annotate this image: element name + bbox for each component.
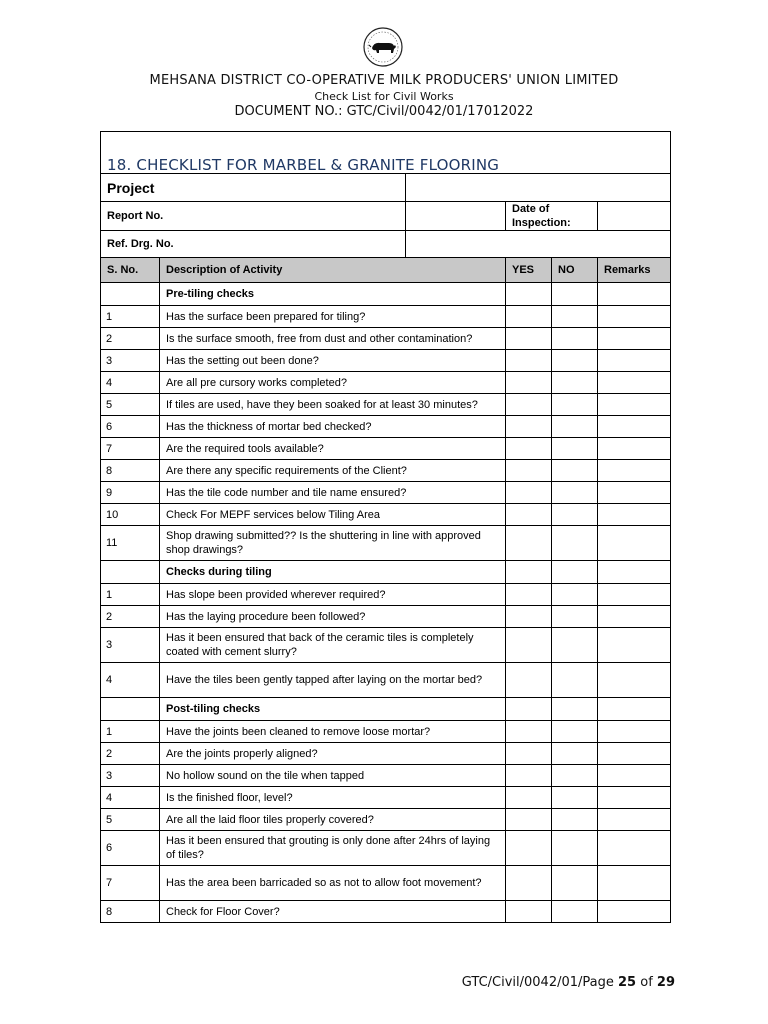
row-remarks-cell[interactable] <box>598 372 671 394</box>
row-number: 4 <box>101 787 160 809</box>
section-no-cell <box>552 283 598 306</box>
row-number: 8 <box>101 460 160 482</box>
row-yes-cell[interactable] <box>506 866 552 901</box>
row-description: Has the surface been prepared for tiling? <box>160 306 506 328</box>
section-sno-cell <box>101 698 160 721</box>
section-sno-cell <box>101 561 160 584</box>
checklist-row <box>101 372 671 394</box>
row-number: 7 <box>101 438 160 460</box>
row-number: 9 <box>101 482 160 504</box>
row-remarks-cell[interactable] <box>598 584 671 606</box>
row-remarks-cell[interactable] <box>598 526 671 561</box>
col-no: NO <box>552 258 598 283</box>
section-header-row <box>101 698 671 721</box>
section-header-row <box>101 561 671 584</box>
row-yes-cell[interactable] <box>506 901 552 923</box>
date-of-inspection-field[interactable] <box>598 202 671 231</box>
row-yes-cell[interactable] <box>506 350 552 372</box>
row-no-cell[interactable] <box>552 787 598 809</box>
row-remarks-cell[interactable] <box>598 416 671 438</box>
row-number: 3 <box>101 765 160 787</box>
row-no-cell[interactable] <box>552 460 598 482</box>
row-no-cell[interactable] <box>552 372 598 394</box>
section-yes-cell <box>506 698 552 721</box>
row-description: Are all pre cursory works completed? <box>160 372 506 394</box>
row-description: If tiles are used, have they been soaked for at least 30 minutes? <box>160 394 506 416</box>
checklist-row <box>101 482 671 504</box>
row-number: 4 <box>101 372 160 394</box>
row-number: 8 <box>101 901 160 923</box>
checklist-row <box>101 438 671 460</box>
checklist-row <box>101 787 671 809</box>
row-remarks-cell[interactable] <box>598 628 671 663</box>
ref-drg-field[interactable] <box>406 231 671 258</box>
footer-total: 29 <box>656 975 675 990</box>
row-no-cell[interactable] <box>552 743 598 765</box>
date-of-inspection-label: Date of Inspection: <box>506 202 598 231</box>
row-yes-cell[interactable] <box>506 721 552 743</box>
row-yes-cell[interactable] <box>506 743 552 765</box>
row-number: 2 <box>101 328 160 350</box>
checklist-row <box>101 328 671 350</box>
checklist-row <box>101 460 671 482</box>
row-remarks-cell[interactable] <box>598 438 671 460</box>
row-number: 10 <box>101 504 160 526</box>
row-number: 7 <box>101 866 160 901</box>
section-sno-cell <box>101 283 160 306</box>
row-remarks-cell[interactable] <box>598 721 671 743</box>
row-description: Has it been ensured that back of the ceramic tiles is completely coated with cement slurry? <box>160 628 506 663</box>
row-no-cell[interactable] <box>552 765 598 787</box>
doc-subtitle: Check List for Civil Works <box>314 90 454 103</box>
checklist-row <box>101 584 671 606</box>
row-yes-cell[interactable] <box>506 416 552 438</box>
row-no-cell[interactable] <box>552 482 598 504</box>
checklist-row <box>101 606 671 628</box>
document-number: DOCUMENT NO.: GTC/Civil/0042/01/17012022 <box>234 104 534 119</box>
col-sno: S. No. <box>101 258 160 283</box>
org-name: MEHSANA DISTRICT CO-OPERATIVE MILK PRODUCERS' UNION LIMITED <box>149 73 619 88</box>
row-number: 1 <box>101 584 160 606</box>
section-no-cell <box>552 561 598 584</box>
checklist-row <box>101 721 671 743</box>
row-yes-cell[interactable] <box>506 663 552 698</box>
row-yes-cell[interactable] <box>506 328 552 350</box>
ref-drg-label: Ref. Drg. No. <box>101 231 406 258</box>
project-label: Project <box>101 174 406 202</box>
row-number: 5 <box>101 809 160 831</box>
row-no-cell[interactable] <box>552 901 598 923</box>
row-description: Has the tile code number and tile name ensured? <box>160 482 506 504</box>
row-yes-cell[interactable] <box>506 394 552 416</box>
row-number: 3 <box>101 350 160 372</box>
row-yes-cell[interactable] <box>506 809 552 831</box>
row-description: Has the setting out been done? <box>160 350 506 372</box>
row-no-cell[interactable] <box>552 721 598 743</box>
report-no-field[interactable] <box>406 202 506 231</box>
section-remarks-cell <box>598 561 671 584</box>
section-title: Post-tiling checks <box>160 698 506 721</box>
row-description: Have the joints been cleaned to remove loose mortar? <box>160 721 506 743</box>
row-yes-cell[interactable] <box>506 606 552 628</box>
row-remarks-cell[interactable] <box>598 606 671 628</box>
row-description: Check For MEPF services below Tiling Area <box>160 504 506 526</box>
row-no-cell[interactable] <box>552 866 598 901</box>
row-yes-cell[interactable] <box>506 372 552 394</box>
row-yes-cell[interactable] <box>506 306 552 328</box>
row-description: Check for Floor Cover? <box>160 901 506 923</box>
row-remarks-cell[interactable] <box>598 306 671 328</box>
row-yes-cell[interactable] <box>506 526 552 561</box>
section-remarks-cell <box>598 283 671 306</box>
row-no-cell[interactable] <box>552 306 598 328</box>
section-yes-cell <box>506 283 552 306</box>
row-no-cell[interactable] <box>552 663 598 698</box>
row-description: Is the surface smooth, free from dust and other contamination? <box>160 328 506 350</box>
section-title: Checks during tiling <box>160 561 506 584</box>
row-remarks-cell[interactable] <box>598 866 671 901</box>
row-no-cell[interactable] <box>552 809 598 831</box>
col-yes: YES <box>506 258 552 283</box>
row-number: 11 <box>101 526 160 561</box>
footer-page: 25 <box>618 975 637 990</box>
col-description: Description of Activity <box>160 258 506 283</box>
row-yes-cell[interactable] <box>506 831 552 866</box>
checklist-row <box>101 663 671 698</box>
checklist-row <box>101 831 671 866</box>
row-yes-cell[interactable] <box>506 787 552 809</box>
project-field[interactable] <box>406 174 671 202</box>
row-no-cell[interactable] <box>552 526 598 561</box>
row-remarks-cell[interactable] <box>598 394 671 416</box>
checklist-row <box>101 866 671 901</box>
page-footer <box>462 975 675 990</box>
row-remarks-cell[interactable] <box>598 809 671 831</box>
checklist-row <box>101 504 671 526</box>
row-remarks-cell[interactable] <box>598 787 671 809</box>
row-number: 4 <box>101 663 160 698</box>
row-remarks-cell[interactable] <box>598 504 671 526</box>
checklist-row <box>101 416 671 438</box>
section-header-row <box>101 283 671 306</box>
row-no-cell[interactable] <box>552 350 598 372</box>
checklist-row <box>101 901 671 923</box>
col-remarks: Remarks <box>598 258 671 283</box>
row-no-cell[interactable] <box>552 628 598 663</box>
row-description: Are the joints properly aligned? <box>160 743 506 765</box>
row-number: 6 <box>101 831 160 866</box>
row-remarks-cell[interactable] <box>598 743 671 765</box>
row-remarks-cell[interactable] <box>598 460 671 482</box>
union-logo <box>362 26 404 68</box>
row-description: Are there any specific requirements of the Client? <box>160 460 506 482</box>
row-description: Has slope been provided wherever required? <box>160 584 506 606</box>
row-number: 1 <box>101 721 160 743</box>
row-number: 5 <box>101 394 160 416</box>
row-no-cell[interactable] <box>552 394 598 416</box>
section-yes-cell <box>506 561 552 584</box>
row-remarks-cell[interactable] <box>598 901 671 923</box>
row-no-cell[interactable] <box>552 606 598 628</box>
column-header-row <box>101 258 671 283</box>
checklist-row <box>101 765 671 787</box>
row-description: Has the laying procedure been followed? <box>160 606 506 628</box>
row-yes-cell[interactable] <box>506 460 552 482</box>
row-no-cell[interactable] <box>552 831 598 866</box>
row-remarks-cell[interactable] <box>598 765 671 787</box>
row-description: Has the area been barricaded so as not to allow foot movement? <box>160 866 506 901</box>
row-no-cell[interactable] <box>552 438 598 460</box>
row-number: 2 <box>101 743 160 765</box>
row-no-cell[interactable] <box>552 328 598 350</box>
checklist-row <box>101 526 671 561</box>
row-description: Is the finished floor, level? <box>160 787 506 809</box>
row-remarks-cell[interactable] <box>598 663 671 698</box>
row-description: Has it been ensured that grouting is only done after 24hrs of laying of tiles? <box>160 831 506 866</box>
row-number: 2 <box>101 606 160 628</box>
checklist-row <box>101 628 671 663</box>
checklist-row <box>101 350 671 372</box>
row-number: 6 <box>101 416 160 438</box>
row-description: No hollow sound on the tile when tapped <box>160 765 506 787</box>
row-yes-cell[interactable] <box>506 438 552 460</box>
section-title: Pre-tiling checks <box>160 283 506 306</box>
checklist-row <box>101 809 671 831</box>
checklist-row <box>101 743 671 765</box>
checklist-row <box>101 306 671 328</box>
checklist-title: 18. CHECKLIST FOR MARBEL & GRANITE FLOORING <box>101 132 671 174</box>
row-no-cell[interactable] <box>552 504 598 526</box>
row-description: Have the tiles been gently tapped after laying on the mortar bed? <box>160 663 506 698</box>
section-remarks-cell <box>598 698 671 721</box>
checklist-table <box>100 131 671 923</box>
row-description: Are the required tools available? <box>160 438 506 460</box>
row-yes-cell[interactable] <box>506 504 552 526</box>
checklist-row <box>101 394 671 416</box>
row-remarks-cell[interactable] <box>598 350 671 372</box>
row-yes-cell[interactable] <box>506 584 552 606</box>
row-number: 1 <box>101 306 160 328</box>
row-description: Are all the laid floor tiles properly covered? <box>160 809 506 831</box>
row-no-cell[interactable] <box>552 584 598 606</box>
row-number: 3 <box>101 628 160 663</box>
row-yes-cell[interactable] <box>506 765 552 787</box>
footer-prefix: GTC/Civil/0042/01/Page <box>461 975 619 990</box>
cow-emblem-icon <box>369 43 396 53</box>
section-no-cell <box>552 698 598 721</box>
row-remarks-cell[interactable] <box>598 328 671 350</box>
footer-of: of <box>636 975 657 990</box>
report-no-label: Report No. <box>101 202 406 231</box>
row-remarks-cell[interactable] <box>598 482 671 504</box>
row-remarks-cell[interactable] <box>598 831 671 866</box>
row-description: Shop drawing submitted?? Is the shuttering in line with approved shop drawings? <box>160 526 506 561</box>
row-yes-cell[interactable] <box>506 482 552 504</box>
row-yes-cell[interactable] <box>506 628 552 663</box>
row-no-cell[interactable] <box>552 416 598 438</box>
row-description: Has the thickness of mortar bed checked? <box>160 416 506 438</box>
